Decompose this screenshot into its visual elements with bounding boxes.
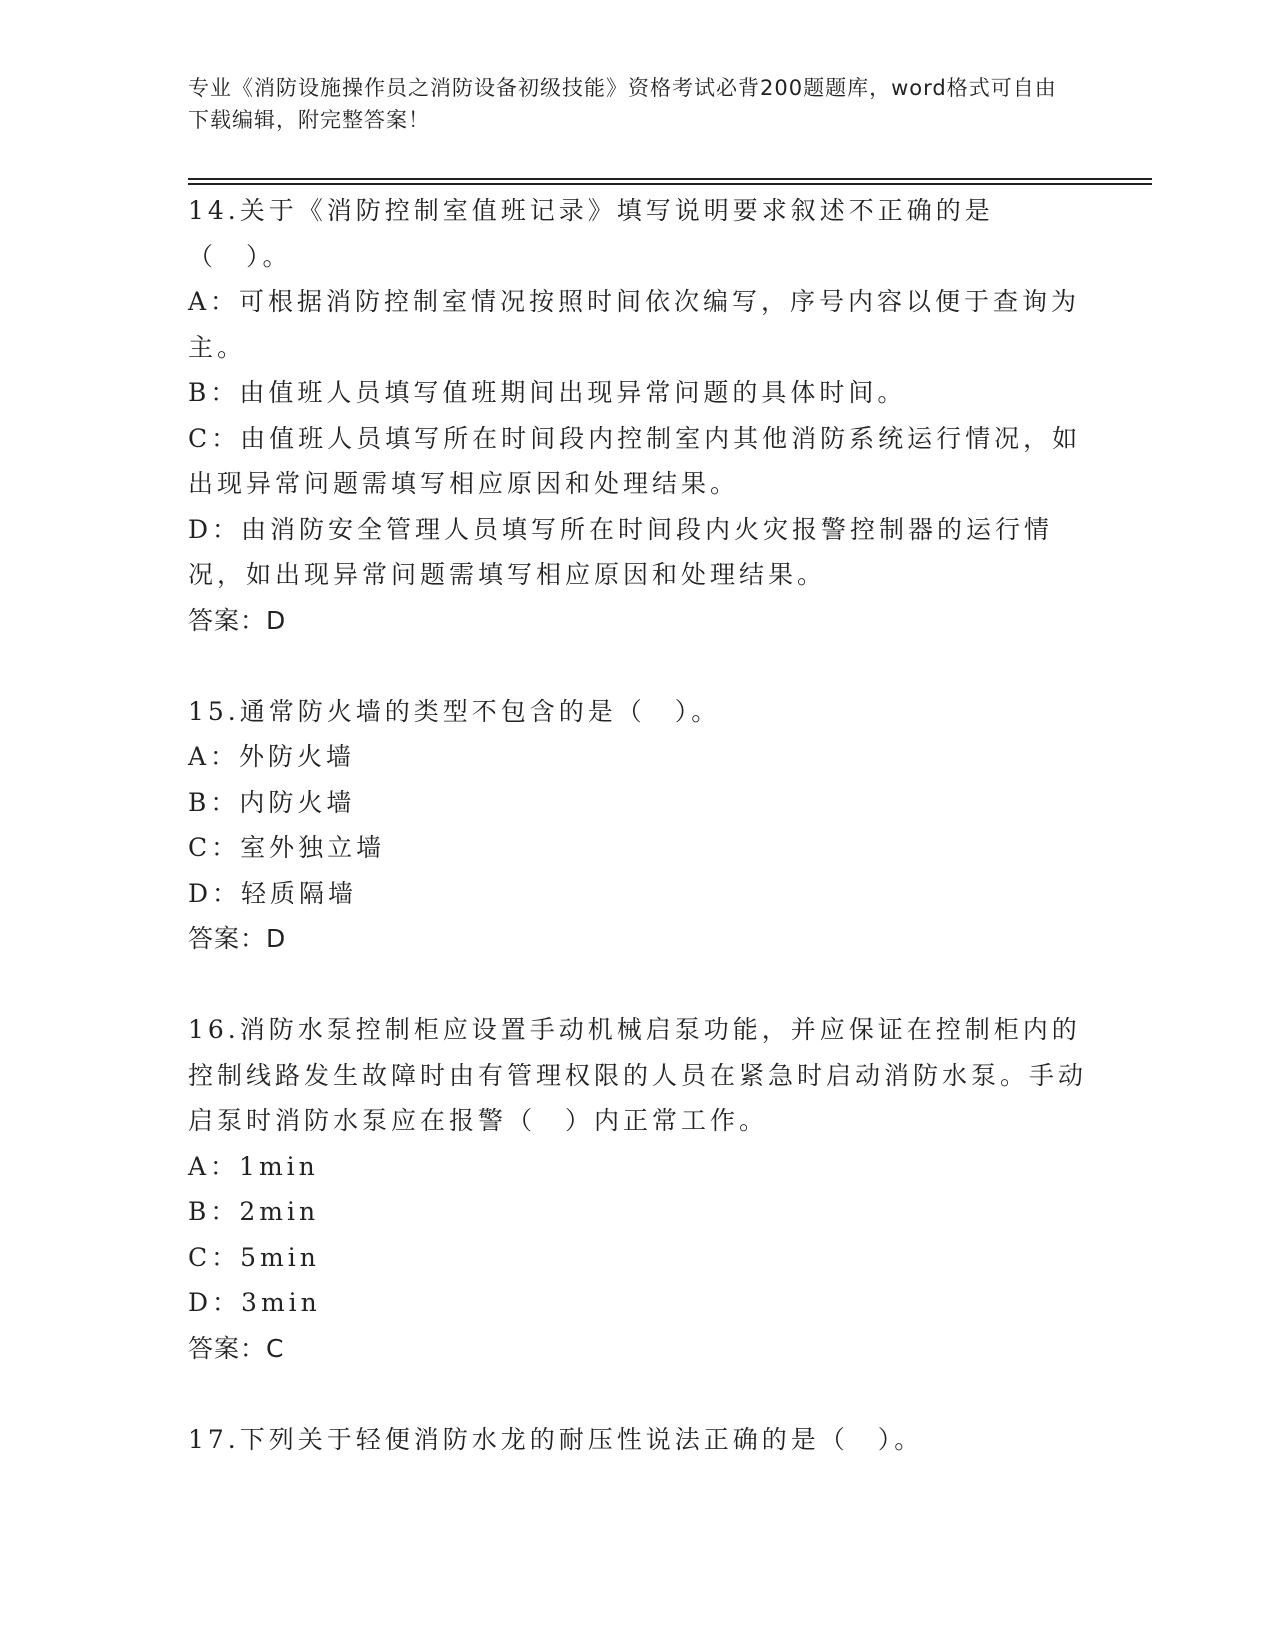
- question-spacer: [188, 962, 1088, 1008]
- answer-line: 答案：C: [188, 1333, 285, 1363]
- question-spacer: [188, 1371, 1088, 1417]
- document-header: [188, 72, 1068, 136]
- answer-line: 答案：D: [188, 924, 287, 953]
- option-d: D：轻质隔墙: [188, 878, 358, 908]
- question-spacer: [188, 643, 1088, 689]
- question-14: [188, 188, 1088, 643]
- option-c: C：5min: [188, 1242, 320, 1272]
- answer-line: 答案：D: [188, 605, 287, 635]
- option-a: A：1min: [188, 1151, 319, 1181]
- header-rule-bottom: [188, 183, 1152, 185]
- question-17: [188, 1417, 1088, 1463]
- question-16: [188, 1007, 1088, 1371]
- header-rule-top: [188, 178, 1152, 180]
- option-c: C：由值班人员填写所在时间段内控制室内其他消防系统运行情况，如出现异常问题需填写相应原因和处理结果。: [188, 423, 1082, 498]
- question-list: [188, 188, 1088, 1462]
- option-d: D：由消防安全管理人员填写所在时间段内火灾报警控制器的运行情况，如出现异常问题需填写相应原因和处理结果。: [188, 514, 1054, 589]
- question-stem: 17.下列关于轻便消防水龙的耐压性说法正确的是（ ）。: [188, 1424, 924, 1454]
- option-b: B：2min: [188, 1197, 320, 1226]
- option-c: C：室外独立墙: [188, 833, 386, 862]
- question-stem: 15.通常防火墙的类型不包含的是（ ）。: [188, 696, 721, 726]
- option-b: B：由值班人员填写值班期间出现异常问题的具体时间。: [188, 378, 907, 407]
- option-d: D：3min: [188, 1288, 321, 1317]
- question-stem: 14.关于《消防控制室值班记录》填写说明要求叙述不正确的是（ ）。: [188, 196, 994, 271]
- option-b: B：内防火墙: [188, 787, 356, 817]
- question-15: [188, 689, 1088, 962]
- header-text: 专业《消防设施操作员之消防设备初级技能》资格考试必背200题题库，word格式可自由下载编辑，附完整答案！: [188, 76, 1057, 132]
- option-a: A：可根据消防控制室情况按照时间依次编写，序号内容以便于查询为主。: [188, 287, 1081, 362]
- option-a: A：外防火墙: [188, 742, 356, 771]
- question-stem: 16.消防水泵控制柜应设置手动机械启泵功能，并应保证在控制柜内的控制线路发生故障时由有管理权限的人员在紧急时启动消防水泵。手动启泵时消防水泵应在报警（ ）内正常工作。: [188, 1015, 1088, 1135]
